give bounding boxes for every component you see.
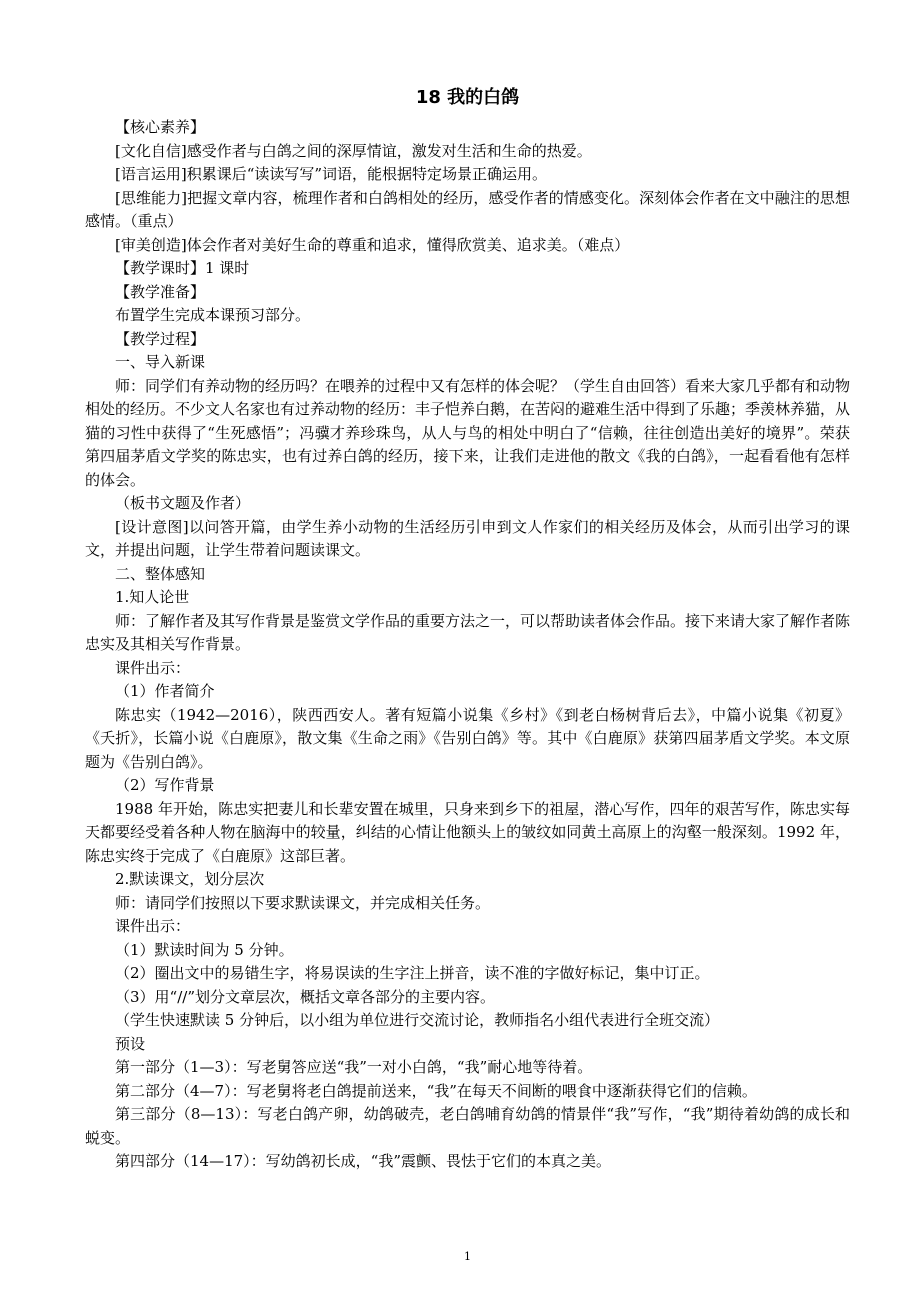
- paragraph: 师：同学们有养动物的经历吗？在喂养的过程中又有怎样的体会呢？（学生自由回答）看来大家几乎都有和动物相处的经历。不少文人名家也有过养动物的经历：丰子恺养白鹅，在苦闷的避难生活中得到了乐趣；季羡林养猫，从猫的习性中获得了“生死感悟”；冯骥才养珍珠鸟，从人与鸟的相处中明白了“信赖，往往创造出美好的境界”。荣获第四届茅盾文学奖的陈忠实，也有过养白鸽的经历，接下来，让我们走进他的散文《我的白鸽》，一起看看他有怎样的体会。: [85, 376, 851, 489]
- paragraph: 布置学生完成本课预习部分。: [115, 306, 311, 324]
- paragraph: [思维能力]把握文章内容，梳理作者和白鸽相处的经历，感受作者的情感变化。深刻体会作者在文中融注的思想感情。（重点）: [85, 188, 850, 230]
- paragraph: （板书文题及作者）: [115, 494, 251, 512]
- paragraph: 师：了解作者及其写作背景是鉴赏文学作品的重要方法之一，可以帮助读者体会作品。接下来请大家了解作者陈忠实及其相关写作背景。: [85, 611, 851, 653]
- paragraph: 【教学过程】: [115, 329, 206, 348]
- paragraph: 1988 年开始，陈忠实把妻儿和长辈安置在城里，只身来到乡下的祖屋，潜心写作，四年的艰苦写作，陈忠实每天都要经受着各种人物在脑海中的较量，纠结的心情让他额头上的皱纹如同黄土高原上的沟壑一般深刻。1992 年，陈忠实终于完成了《白鹿原》这部巨著。: [85, 799, 850, 865]
- paragraph: （1）作者简介: [115, 682, 215, 700]
- paragraph: 预设: [115, 1034, 146, 1053]
- paragraph: 第三部分（8—13）：写老白鸽产卵，幼鸽破壳，老白鸽哺育幼鸽的情景伴“我”写作，“我”期待着幼鸽的成长和蜕变。: [85, 1105, 850, 1147]
- paragraph: （2）圈出文中的易错生字，将易误读的生字注上拼音，读不准的字做好标记，集中订正。: [115, 964, 710, 982]
- paragraph: 2.默读课文，划分层次: [115, 870, 265, 888]
- paragraph: 课件出示：: [115, 917, 191, 935]
- paragraph: 师：请同学们按照以下要求默读课文，并完成相关任务。: [115, 893, 491, 912]
- paragraph: （2）写作背景: [115, 776, 215, 794]
- paragraph: （3）用“//”划分文章层次，概括文章各部分的主要内容。: [115, 987, 495, 1006]
- paragraph: 第二部分（4—7）：写老舅将老白鸽提前送来，“我”在每天不间断的喂食中逐渐获得它们的信赖。: [115, 1081, 757, 1100]
- paragraph: 【核心素养】: [115, 118, 206, 136]
- paragraph: （1）默读时间为 5 分钟。: [115, 940, 294, 959]
- paragraph: 二、整体感知: [115, 564, 206, 583]
- paragraph: 陈忠实（1942—2016），陕西西安人。著有短篇小说集《乡村》《到老白杨树背后去》，中篇小说集《初夏》《夭折》，长篇小说《白鹿原》，散文集《生命之雨》《告别白鸽》等。其中《白鹿原》获第四届茅盾文学奖。本文原题为《告别白鸽》。: [85, 705, 850, 771]
- paragraph: [审美创造]体会作者对美好生命的尊重和追求，懂得欣赏美、追求美。（难点）: [115, 235, 630, 254]
- paragraph: 【教学课时】1 课时: [115, 259, 250, 277]
- paragraph: [设计意图]以问答开篇，由学生养小动物的生活经历引申到文人作家们的相关经历及体会，从而引出学习的课文，并提出问题，让学生带着问题读课文。: [85, 517, 850, 559]
- paragraph: （学生快速默读 5 分钟后，以小组为单位进行交流讨论，教师指名小组代表进行全班交流）: [115, 1011, 720, 1029]
- paragraph: 一、导入新课: [115, 353, 206, 371]
- paragraph: [语言运用]积累课后“读读写写”词语，能根据特定场景正确运用。: [115, 165, 548, 183]
- page-number: 1: [464, 1250, 471, 1263]
- document-page: [85, 0, 850, 1302]
- paragraph: 第一部分（1—3）：写老舅答应送“我”一对小白鸽，“我”耐心地等待着。: [115, 1058, 593, 1076]
- page-title: 18 我的白鸽: [415, 87, 520, 108]
- document-body: [85, 116, 850, 1174]
- paragraph: 第四部分（14—17）：写幼鸽初长成，“我”震颤、畏怯于它们的本真之美。: [115, 1152, 612, 1170]
- paragraph: 1.知人论世: [115, 588, 190, 606]
- paragraph: 【教学准备】: [115, 282, 206, 301]
- paragraph: [文化自信]感受作者与白鸽之间的深厚情谊，激发对生活和生命的热爱。: [115, 141, 592, 160]
- paragraph: 课件出示：: [115, 658, 191, 677]
